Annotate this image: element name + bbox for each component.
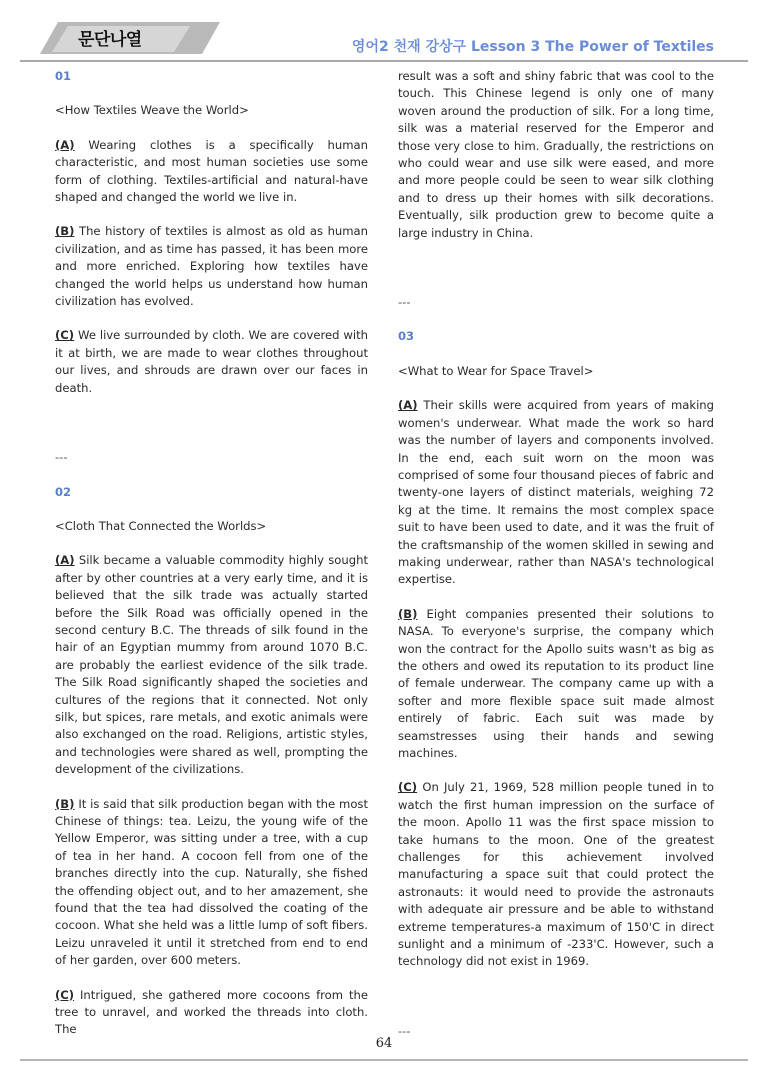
paragraph-text: Silk became a valuable commodity highly sought after by other countries at a very early time, and it is believed that the silk trade was actually started before the Silk Road was officially opened in the second century B.C. The threads of silk found in the hair of an Egyptian mummy from around 1070 B.C. are probably the earliest evidence of the silk trade. The Silk Road significantly shaped the societies and cultures of the regions that it connected. Not only silk, but spices, rare metals, and exotic animals were also exchanged on the road. Religions, artistic styles, and technologies were shared as well, prompting the development of the civilizations. [55, 553, 368, 777]
section-title-02: <Cloth That Connected the Worlds> [55, 518, 267, 533]
header-divider [20, 60, 748, 62]
paragraph-text: Their skills were acquired from years of making women's underwear. What made the work so hard was the number of layers and components involved. In the end, each suit worn on the moon was comprised of some four thousand pieces of fabric and twenty-one layers of distinct materials, weighing 72 kg at the time. It remains the most complex space suit to have been used to date, and it was the fruit of the craftsmanship of the women skilled in sewing and making underwear, rather than NASA's technological expertise. [398, 398, 715, 587]
section-title-01: <How Textiles Weave the World> [55, 103, 249, 118]
paragraph-text: It is said that silk production began with the most Chinese of things: tea. Leizu, the young wife of the Yellow Emperor, was sitting under a tree, with a cup of tea in her hand. A cocoon fell from one of the branches directly into the cup. Naturally, she fished the offending object out, and to her amazement, she found that the tea had dissolved the coating of the cocoon. What she held was a little lump of soft fibers. Leizu unraveled it until it stretched from end to end of her garden, over 600 meters. [55, 796, 369, 968]
separator: --- [398, 295, 411, 310]
paragraph-03-a [398, 397, 714, 588]
paragraph-text: Intrigued, she gathered more cocoons from the tree to unravel, and worked the threads into cloth. The [55, 987, 368, 1037]
label-a: (A) [55, 137, 75, 152]
paragraph-01-a [55, 137, 368, 207]
paragraph-03-c [398, 779, 714, 970]
page-header [0, 0, 768, 66]
section-title-03: <What to Wear for Space Travel> [398, 363, 594, 378]
paragraph-01-c [55, 327, 368, 397]
paragraph-text: Eight companies presented their solutions to NASA. To everyone's surprise, the company which won the contract for the Apollo suits wasn't as big as the others and owed its reputation to its product line of female underwear. The company came up with a softer and more flexible space suit made almost entirely of fabric. Each suit was made by seamstresses using their hands and sewing machines. [398, 606, 714, 760]
label-c: (C) [398, 780, 418, 795]
left-column [55, 68, 368, 1039]
label-a: (A) [55, 553, 75, 568]
lesson-title: 영어2 천재 강상구 Lesson 3 The Power of Textiles [351, 39, 714, 55]
paragraph-02-b [55, 796, 368, 970]
label-c: (C) [55, 987, 75, 1002]
separator: --- [398, 1023, 411, 1038]
section-number-03: 03 [398, 329, 415, 344]
section-tab-label: 문단나열 [78, 30, 142, 50]
label-b: (B) [55, 796, 75, 811]
page-number: 64 [375, 1036, 393, 1051]
paragraph-02-c-continued: result was a soft and shiny fabric that was cool to the touch. This Chinese legend is only one of many woven around the production of silk. For a long time, silk was a material reserved for the Emperor and those very close to him. Gradually, the restrictions on who could wear and use silk were eased, and more and more people could be seen to wear silk clothing and to dress up their homes with silk decorations. Eventually, silk production grew to become quite a large industry in China. [398, 69, 714, 240]
paragraph-02-c [55, 987, 368, 1039]
section-number-02: 02 [55, 484, 72, 499]
label-a: (A) [398, 398, 418, 413]
paragraph-text: We live surrounded by cloth. We are covered with it at birth, we are made to wear clothes throughout our lives, and shrouds are drawn over our faces in death. [55, 328, 369, 395]
footer-divider [20, 1059, 748, 1061]
paragraph-03-b [398, 606, 714, 763]
label-c: (C) [55, 328, 75, 343]
paragraph-text: Wearing clothes is a specifically human characteristic, and most human societies use some form of clothing. Textiles-artificial and natural-have shaped and changed the world we live in. [55, 137, 369, 205]
label-b: (B) [55, 224, 75, 239]
paragraph-text: The history of textiles is almost as old as human civilization, and as time has passed, it has been more and more enriched. Exploring how textiles have changed the world helps us understand how human civilization has evolved. [55, 224, 369, 309]
label-b: (B) [398, 606, 418, 621]
right-column [398, 68, 714, 1040]
paragraph-02-a [55, 552, 368, 778]
paragraph-01-b [55, 223, 368, 310]
section-number-01: 01 [55, 69, 72, 83]
paragraph-text: On July 21, 1969, 528 million people tuned in to watch the first human impression on the surface of the moon. Apollo 11 was the first space mission to take humans to the moon. One of the greatest challenges for this achievement involved manufacturing a space suit that could protect the astronauts: it would need to provide the astronauts with adequate air pressure and be able to withstand extreme temperatures-a maximum of 150'C in direct sunlight and a minimum of -233'C. However, such a technology did not exist in 1969. [398, 780, 715, 969]
separator: --- [55, 450, 68, 465]
